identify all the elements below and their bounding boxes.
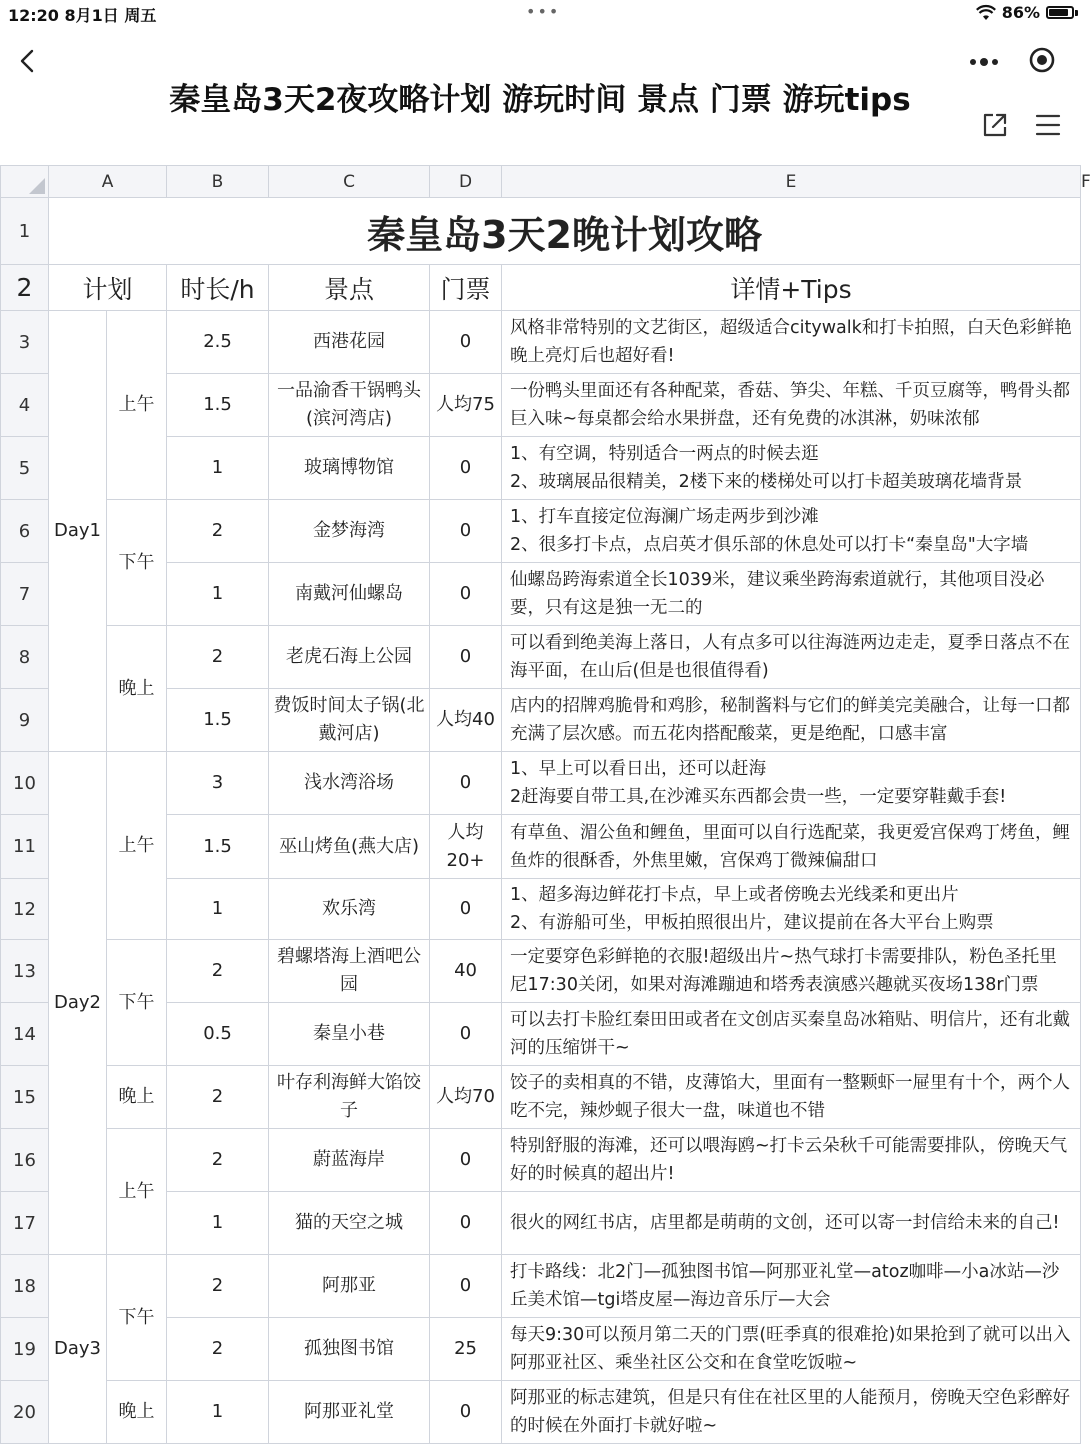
tips-cell[interactable]: 1、有空调，特别适合一两点的时候去逛 2、玻璃展品很精美，2楼下来的楼梯处可以打卡超美玻璃花墙背景 (502, 437, 1081, 500)
ticket-cell[interactable]: 人均40 (430, 689, 502, 752)
period-cell[interactable]: 晚上 (107, 626, 167, 752)
spot-cell[interactable]: 阿那亚礼堂 (269, 1381, 430, 1444)
period-cell[interactable]: 晚上 (107, 1381, 167, 1444)
column-header-e[interactable]: E (502, 166, 1081, 198)
spot-cell[interactable]: 巫山烤鱼(燕大店) (269, 815, 430, 879)
row-header-11[interactable]: 11 (1, 815, 49, 879)
duration-cell[interactable]: 0.5 (167, 1003, 269, 1066)
tips-cell[interactable]: 一份鸭头里面还有各种配菜，香菇、笋尖、年糕、千页豆腐等，鸭骨头都巨入味~每桌都会给水果拼盘，还有免费的冰淇淋，奶味浓郁 (502, 374, 1081, 437)
period-cell[interactable]: 下午 (107, 1255, 167, 1381)
close-miniapp-icon[interactable] (1026, 44, 1058, 76)
spreadsheet (0, 165, 1091, 1444)
spot-cell[interactable]: 西港花园 (269, 311, 430, 374)
spot-cell[interactable]: 阿那亚 (269, 1255, 430, 1318)
sheet-row-3 (1, 311, 1081, 374)
period-cell[interactable]: 上午 (107, 1129, 167, 1255)
status-right (976, 3, 1040, 22)
hamburger-menu-icon[interactable] (1033, 110, 1063, 140)
tips-cell[interactable]: 1、超多海边鲜花打卡点，早上或者傍晚去光线柔和更出片 2、有游船可坐，甲板拍照很出片，建议提前在各大平台上购票 (502, 879, 1081, 940)
sheet-row-2 (1, 265, 1081, 311)
duration-cell[interactable]: 2 (167, 1318, 269, 1381)
document-title: 秦皇岛3天2夜攻略计划 游玩时间 景点 门票 游玩tips (169, 82, 911, 118)
row-header-17[interactable]: 17 (1, 1192, 49, 1255)
column-header-row: A B C D E F (1, 166, 1081, 198)
sheet-row-18 (1, 1255, 1081, 1318)
period-cell[interactable]: 晚上 (107, 1066, 167, 1129)
tips-cell[interactable]: 风格非常特别的文艺街区，超级适合citywalk和打卡拍照，白天色彩鲜艳晚上亮灯后也超好看! (502, 311, 1081, 374)
status-time: 12:20 8月1日 周五 (8, 6, 157, 25)
column-header-c[interactable]: C (269, 166, 430, 198)
spot-cell[interactable]: 碧螺塔海上酒吧公园 (269, 940, 430, 1003)
ticket-cell[interactable]: 0 (430, 752, 502, 815)
spot-cell[interactable]: 玻璃博物馆 (269, 437, 430, 500)
spot-cell[interactable]: 孤独图书馆 (269, 1318, 430, 1381)
ticket-cell[interactable]: 0 (430, 563, 502, 626)
ticket-cell[interactable]: 0 (430, 437, 502, 500)
column-header-b[interactable]: B (167, 166, 269, 198)
battery-percent: 86% (1001, 3, 1040, 22)
spot-cell[interactable]: 金梦海湾 (269, 500, 430, 563)
sheet-row-10 (1, 752, 1081, 815)
duration-cell[interactable]: 1 (167, 563, 269, 626)
row-header-4[interactable]: 4 (1, 374, 49, 437)
row-header-6[interactable]: 6 (1, 500, 49, 563)
tips-cell[interactable]: 仙螺岛跨海索道全长1039米，建议乘坐跨海索道就行，其他项目没必要，只有这是独一无二的 (502, 563, 1081, 626)
spot-cell[interactable]: 南戴河仙螺岛 (269, 563, 430, 626)
row-header-15[interactable]: 15 (1, 1066, 49, 1129)
tips-cell[interactable]: 一定要穿色彩鲜艳的衣服!超级出片~热气球打卡需要排队，粉色圣托里尼17:30关闭，如果对海滩蹦迪和塔秀表演感兴趣就买夜场138r门票 (502, 940, 1081, 1003)
spot-cell[interactable]: 欢乐湾 (269, 879, 430, 940)
sheet-row-6 (1, 500, 1081, 563)
row-header-8[interactable]: 8 (1, 626, 49, 689)
spot-cell[interactable]: 一品渝香干锅鸭头(滨河湾店) (269, 374, 430, 437)
row-header-16[interactable]: 16 (1, 1129, 49, 1192)
duration-cell[interactable]: 1.5 (167, 374, 269, 437)
duration-cell[interactable]: 1.5 (167, 689, 269, 752)
spot-cell[interactable]: 费饭时间太子锅(北戴河店) (269, 689, 430, 752)
sheet-title-cell[interactable]: 秦皇岛3天2晚计划攻略 (49, 198, 1081, 265)
tips-cell[interactable]: 很火的网红书店，店里都是萌萌的文创，还可以寄一封信给未来的自己! (502, 1192, 1081, 1255)
duration-cell[interactable]: 1 (167, 879, 269, 940)
tips-cell[interactable]: 阿那亚的标志建筑，但是只有住在社区里的人能预月，傍晚天空色彩醉好的时候在外面打卡就好啦~ (502, 1381, 1081, 1444)
duration-cell[interactable]: 1.5 (167, 815, 269, 879)
duration-cell[interactable]: 2 (167, 1255, 269, 1318)
duration-cell[interactable]: 2 (167, 1066, 269, 1129)
column-header-d[interactable]: D (430, 166, 502, 198)
duration-cell[interactable]: 2 (167, 940, 269, 1003)
select-all-corner[interactable] (1, 166, 49, 198)
row-header-19[interactable]: 19 (1, 1318, 49, 1381)
tips-cell[interactable]: 1、早上可以看日出，还可以赶海 2赶海要自带工具,在沙滩买东西都会贵一些，一定要穿鞋戴手套! (502, 752, 1081, 815)
spot-cell[interactable]: 浅水湾浴场 (269, 752, 430, 815)
row-header-12[interactable]: 12 (1, 879, 49, 940)
period-cell[interactable]: 下午 (107, 940, 167, 1066)
day-cell[interactable]: Day1 (49, 311, 107, 752)
sheet-row-8 (1, 626, 1081, 689)
tips-cell[interactable]: 每天9:30可以预月第二天的门票(旺季真的很难抢)如果抢到了就可以出入阿那亚社区、乘坐社区公交和在食堂吃饭啦~ (502, 1318, 1081, 1381)
ticket-cell[interactable]: 0 (430, 879, 502, 940)
row-header-2[interactable]: 2 (1, 265, 49, 311)
sheet-row-13 (1, 940, 1081, 1003)
day-cell[interactable]: Day3 (49, 1255, 107, 1444)
spot-cell[interactable]: 秦皇小巷 (269, 1003, 430, 1066)
spot-cell[interactable]: 老虎石海上公园 (269, 626, 430, 689)
wifi-icon (976, 5, 996, 21)
ticket-cell[interactable]: 40 (430, 940, 502, 1003)
spot-cell[interactable]: 叶存利海鲜大馅饺子 (269, 1066, 430, 1129)
ticket-cell[interactable]: 0 (430, 1255, 502, 1318)
spot-cell[interactable]: 蔚蓝海岸 (269, 1129, 430, 1192)
period-cell[interactable]: 下午 (107, 500, 167, 626)
ticket-cell[interactable]: 0 (430, 1381, 502, 1444)
duration-cell[interactable]: 2.5 (167, 311, 269, 374)
duration-cell[interactable]: 1 (167, 437, 269, 500)
row-header-10[interactable]: 10 (1, 752, 49, 815)
ticket-cell[interactable]: 0 (430, 1003, 502, 1066)
row-header-3[interactable]: 3 (1, 311, 49, 374)
period-cell[interactable]: 上午 (107, 311, 167, 500)
period-cell[interactable]: 上午 (107, 752, 167, 940)
status-bar (0, 0, 1080, 28)
duration-cell[interactable]: 2 (167, 500, 269, 563)
spot-cell[interactable]: 猫的天空之城 (269, 1192, 430, 1255)
sheet-row-20 (1, 1381, 1081, 1444)
header-plan[interactable]: 计划 (49, 265, 167, 311)
nav-bar (0, 28, 1080, 164)
duration-cell[interactable]: 2 (167, 1129, 269, 1192)
row-header-14[interactable]: 14 (1, 1003, 49, 1066)
ticket-cell[interactable]: 0 (430, 500, 502, 563)
tips-cell[interactable]: 饺子的卖相真的不错，皮薄馅大，里面有一整颗虾一屉里有十个，两个人吃不完，辣炒蚬子很大一盘，味道也不错 (502, 1066, 1081, 1129)
ticket-cell[interactable]: 人均20+ (430, 815, 502, 879)
row-header-18[interactable]: 18 (1, 1255, 49, 1318)
multitask-dots-icon[interactable]: ••• (526, 2, 561, 21)
duration-cell[interactable]: 1 (167, 1381, 269, 1444)
tips-cell[interactable]: 可以去打卡脸红秦田田或者在文创店买秦皇岛冰箱贴、明信片，还有北戴河的压缩饼干~ (502, 1003, 1081, 1066)
tips-cell[interactable]: 店内的招牌鸡脆骨和鸡胗，秘制酱料与它们的鲜美完美融合，让每一口都充满了层次感。而五花肉搭配酸菜，更是绝配，口感丰富 (502, 689, 1081, 752)
tips-cell[interactable]: 可以看到绝美海上落日，人有点多可以往海涟两边走走，夏季日落点不在海平面，在山后(但是也很值得看) (502, 626, 1081, 689)
more-options-icon[interactable] (968, 50, 1002, 74)
sheet-row-16 (1, 1129, 1081, 1192)
back-chevron-icon[interactable] (14, 46, 42, 76)
row-header-9[interactable]: 9 (1, 689, 49, 752)
tips-cell[interactable]: 特别舒服的海滩，还可以喂海鸥~打卡云朵秋千可能需要排队，傍晚天气好的时候真的超出片! (502, 1129, 1081, 1192)
header-ticket[interactable]: 门票 (430, 265, 502, 311)
ticket-cell[interactable]: 0 (430, 1129, 502, 1192)
tips-cell[interactable]: 打卡路线：北2门—孤独图书馆—阿那亚礼堂—atoz咖啡—小a冰站—沙丘美术馆—tgi塔皮屋—海边音乐厅—大会 (502, 1255, 1081, 1318)
spreadsheet-grid (0, 165, 1091, 1444)
ticket-cell[interactable]: 人均75 (430, 374, 502, 437)
ticket-cell[interactable]: 25 (430, 1318, 502, 1381)
row-header-20[interactable]: 20 (1, 1381, 49, 1444)
row-header-1[interactable]: 1 (1, 198, 49, 265)
ticket-cell[interactable]: 人均70 (430, 1066, 502, 1129)
duration-cell[interactable]: 1 (167, 1192, 269, 1255)
column-header-a[interactable]: A (49, 166, 167, 198)
header-tips[interactable]: 详情+Tips (502, 265, 1081, 311)
sheet-row-15 (1, 1066, 1081, 1129)
share-icon[interactable] (980, 110, 1010, 140)
battery-tip (1075, 10, 1078, 16)
row-header-7[interactable]: 7 (1, 563, 49, 626)
day-cell[interactable]: Day2 (49, 752, 107, 1255)
ticket-cell[interactable]: 0 (430, 626, 502, 689)
row-header-13[interactable]: 13 (1, 940, 49, 1003)
ticket-cell[interactable]: 0 (430, 1192, 502, 1255)
header-spot[interactable]: 景点 (269, 265, 430, 311)
tips-cell[interactable]: 1、打车直接定位海澜广场走两步到沙滩 2、很多打卡点，点启英才俱乐部的休息处可以打卡“秦皇岛"大字墙 (502, 500, 1081, 563)
tips-cell[interactable]: 有草鱼、湄公鱼和鲤鱼，里面可以自行选配菜，我更爱宫保鸡丁烤鱼，鲤鱼炸的很酥香，外焦里嫩，宫保鸡丁微辣偏甜口 (502, 815, 1081, 879)
ticket-cell[interactable]: 0 (430, 311, 502, 374)
battery-level-fill (1049, 9, 1068, 16)
row-header-5[interactable]: 5 (1, 437, 49, 500)
duration-cell[interactable]: 3 (167, 752, 269, 815)
sheet-row-1 (1, 198, 1081, 265)
header-duration[interactable]: 时长/h (167, 265, 269, 311)
battery-icon (1046, 6, 1074, 19)
duration-cell[interactable]: 2 (167, 626, 269, 689)
